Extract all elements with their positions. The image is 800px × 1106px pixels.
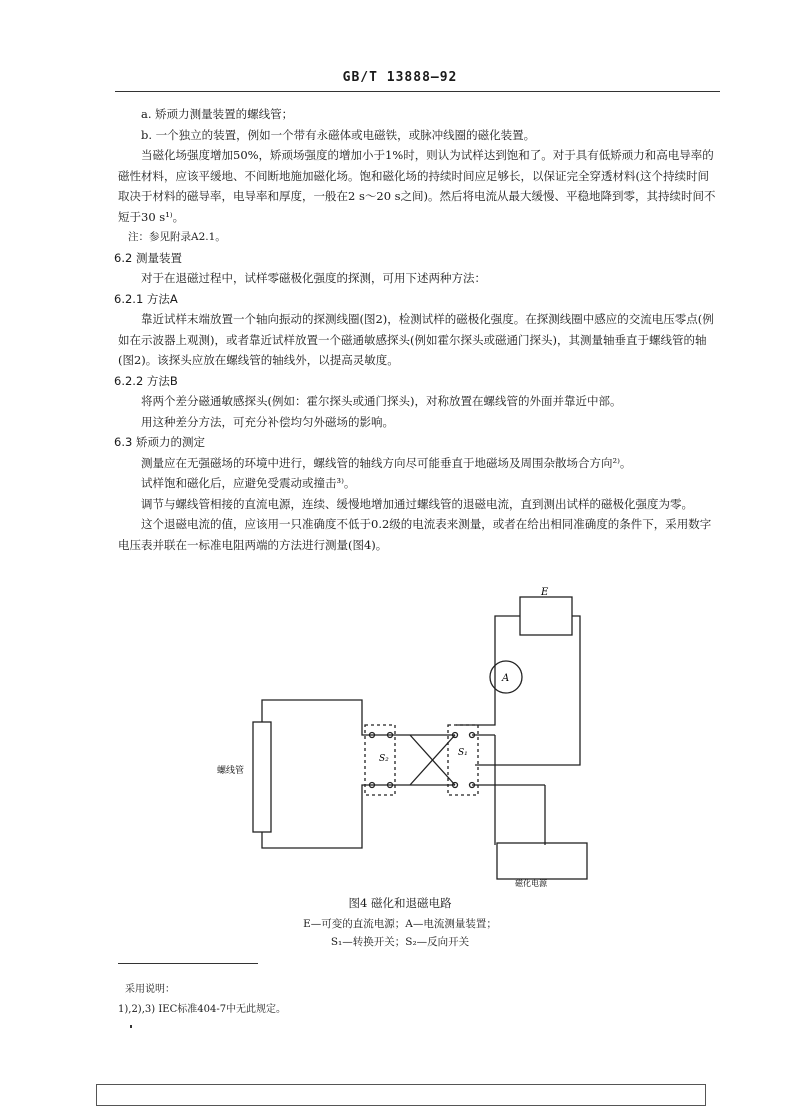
label-e: E	[541, 587, 549, 598]
dc-source-box	[520, 597, 572, 635]
section-6-3-heading: 6.3 矫顽力的测定	[114, 435, 205, 449]
label-a: A	[502, 673, 510, 684]
figure-caption: 图4 磁化和退磁电路	[348, 896, 452, 910]
paragraph-method-b: 将两个差分磁通敏感探头(例如：霍尔探头或通门探头)，对称放置在螺线管的外面并靠近中部。	[141, 394, 622, 408]
section-6-2-2-heading: 6.2.2 方法B	[114, 373, 178, 388]
list-item-a: a. 矫顽力测量装置的螺线管；	[141, 107, 294, 121]
power-supply-box	[497, 843, 587, 879]
header-rule	[115, 91, 720, 92]
paragraph-differential: 用这种差分方法，可充分补偿均匀外磁场的影响。	[141, 414, 394, 429]
list-item-b: b. 一个独立的装置，例如一个带有永磁体或电磁铁，或脉冲线圈的磁化装置。	[141, 127, 536, 142]
figure-legend-line-2: S₁—转换开关；S₂—反向开关	[330, 936, 470, 948]
label-s1: S₁	[458, 748, 468, 758]
footnote-rule	[118, 963, 258, 964]
paragraph-environment: 测量应在无强磁场的环境中进行，螺线管的轴线方向尽可能垂直于地磁场及周围杂散场合方向²⁾。	[141, 455, 632, 470]
paragraph-method-a: 靠近试样末端放置一个轴向振动的探测线圈(图2)，检测试样的磁极化强度。在探测线圈中感应的交流电压零点(例如在示波器上观测)，或者靠近试样放置一个磁通敏感探头(例如霍尔探头或磁通门探头)，其测量轴垂直于螺线管的轴(图2)。该探头应放在螺线管的轴线外，以提高灵敏度。	[118, 312, 714, 367]
paragraph-ammeter: 这个退磁电流的值，应该用一只准确度不低于0.2级的电流表来测量，或者在给出相同准确度的条件下，采用数字电压表并联在一标准电阻两端的方法进行测量(图4)。	[118, 517, 712, 552]
page-header: GB/T 13888—92	[342, 70, 458, 85]
note: 注：参见附录A2.1。	[128, 231, 226, 243]
label-solenoid: 螺线管	[217, 766, 245, 776]
footnote-title: 采用说明：	[125, 984, 175, 995]
section-6-2-heading: 6.2 测量装置	[114, 250, 182, 265]
label-power: 磁化电源	[515, 879, 547, 888]
speck	[130, 1025, 132, 1028]
paragraph-vibration: 试样饱和磁化后，应避免受震动或撞击³⁾。	[141, 476, 356, 490]
circuit-diagram	[215, 585, 615, 895]
paragraph-demagnetize: 调节与螺线管相接的直流电源，连续、缓慢地增加通过螺线管的退磁电流，直到测出试样的磁极化强度为零。	[141, 496, 693, 511]
page-bottom-frame	[96, 1084, 706, 1106]
label-s2: S₂	[379, 754, 389, 764]
paragraph-saturation: 当磁化场强度增加50%，矫顽场强度的增加小于1%时，则认为试样达到饱和了。对于具有低矫顽力和高电导率的磁性材料，应该平缓地、不间断地施加磁化场。饱和磁化场的持续时间应足够长，以保证完全穿透材料(这个持续时间取决于材料的磁导率，电导率和厚度，一般在2 s～20 s之间)。然后将电流从最大缓慢、平稳地降到零，其持续时间不短于30 s¹⁾。	[118, 148, 716, 224]
figure-legend-line-1: E—可变的直流电源；A—电流测量装置；	[303, 918, 497, 930]
footnote-text: 1),2),3) IEC标准404-7中无此规定。	[118, 1004, 287, 1015]
paragraph-detection: 对于在退磁过程中，试样零磁极化强度的探测，可用下述两种方法：	[141, 271, 486, 285]
body-text	[114, 104, 720, 555]
section-6-2-1-heading: 6.2.1 方法A	[114, 291, 178, 306]
solenoid	[253, 722, 271, 832]
